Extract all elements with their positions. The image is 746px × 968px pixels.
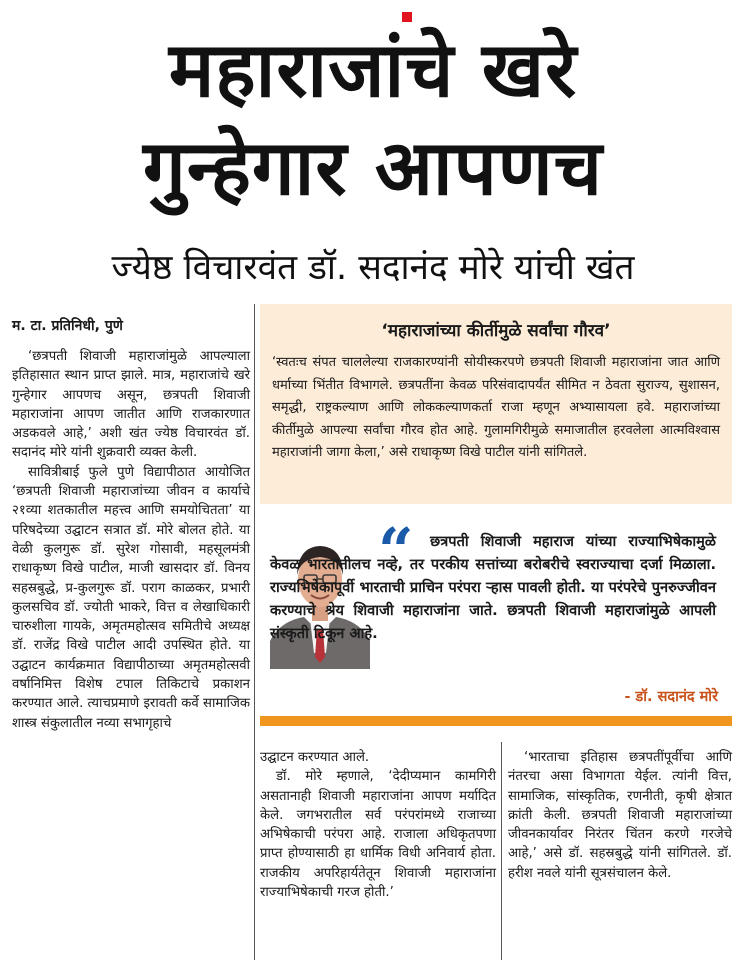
right-paragraph-1: ‘भारताचा इतिहास छत्रपतींपूर्वीचा आणि नंतरचा असा विभागता येईल. त्यांनी वित्त, सामाजिक, सांस्कृतिक, रणनीती, कृषी क्षेत्रात क्रांती केली. छत्रपती शिवाजी महाराजांच्या जीवनकार्यावर निरंतर चिंतन करणे गरजेचे आहे,’ असे डॉ. सहस्रबुद्धे यांनी सांगितले. डॉ. हरीश नवले यांनी सूत्रसंचालन केले.: [508, 750, 732, 881]
pull-quote-author: - डॉ. सदानंद मोरे: [624, 689, 718, 705]
left-paragraph-1: ‘छत्रपती शिवाजी महाराजांमुळे आपल्याला इतिहासात स्थान प्राप्त झाले. मात्र, महाराजांचे खरे गुन्हेगार आपणच असून, छत्रपती शिवाजी महाराजांना आपण जातीत आणि राजकारणात अडकवले आहे,’ अशी खंत ज्येष्ठ विचारवंत डॉ. सदानंद मोरे यांनी शुक्रवारी व्यक्त केली.: [12, 349, 250, 461]
left-column: [12, 347, 250, 733]
headline-line-2: गुन्हेगार आपणच: [143, 123, 603, 212]
pull-quote-text: छत्रपती शिवाजी महाराज यांच्या राज्याभिषेकामुळे केवळ भारतातीलच नव्हे, तर परकीय सत्तांच्या बरोबरीचे स्वराज्याचा दर्जा मिळाला. राज्यभिषेकापूर्वी भारताची प्राचिन परंपरा ऱ्हास पावली होती. या परंपरेचे पुनरुज्जीवन करण्याचे श्रेय शिवाजी महाराजांना जाते. छत्रपती शिवाजी महाराजांमुळे आपली संस्कृती टिकून आहे.: [270, 533, 716, 642]
sidebar-box-text: ‘स्वतःच संपत चाललेल्या राजकारण्यांनी सोयीस्करपणे छत्रपती शिवाजी महाराजांना जात आणि धर्माच्या भिंतीत विभागले. छत्रपतींना केवळ परिसंवादापर्यंत सीमित न ठेवता सुराज्य, सुशासन, समृद्धी, राष्ट्रकल्याण आणि लोककल्याणकर्ता राजा म्हणून अभ्यासायला हवे. महाराजांच्या कीर्तीमुळे आपल्या सर्वांचा गौरव होत आहे. गुलामगिरीमुळे समाजातील हरवलेला आत्मविश्वास महाराजांनी जागा केला,’ असे राधाकृष्ण विखे पाटील यांनी सांगितले.: [272, 355, 720, 461]
byline: म. टा. प्रतिनिधी, पुणे: [12, 318, 123, 334]
headline-line-1: महाराजांचे खरे: [168, 25, 578, 114]
column-divider-left: [254, 304, 255, 960]
middle-paragraph-2: डॉ. मोरे म्हणाले, ‘देदीप्यमान कामगिरी असतानाही शिवाजी महाराजांना आपण मर्यादित केले. जगभरातील सर्व परंपरांमध्ये राजाच्या अभिषेकाची परंपरा आहे. राजाला अधिकृतपणा प्राप्त होण्यासाठी हा धार्मिक विधी अनिवार्य होता. राजकीय अपरिहार्यतेतून शिवाजी महाराजांना राज्याभिषेकाची गरज होती.’: [260, 769, 496, 901]
quote-mark-icon: “: [378, 514, 414, 587]
right-column: [508, 748, 732, 883]
left-paragraph-2: सावित्रीबाई फुले पुणे विद्यापीठात आयोजित ‘छत्रपती शिवाजी महाराजांच्या जीवन व कार्याचे २१व्या शतकातील महत्त्व आणि समयोचितता’ या परिषदेच्या उद्घाटन सत्रात डॉ. मोरे बोलत होते. या वेळी कुलगुरू डॉ. सुरेश गोसावी, महसूलमंत्री राधाकृष्ण विखे पाटील, माजी खासदार डॉ. विनय सहस्रबुद्धे, प्र-कुलगुरू डॉ. पराग काळकर, प्रभारी कुलसचिव डॉ. ज्योती भाकरे, वित्त व लेखाधिकारी चारुशीला गायके, अमृतमहोत्सव समितीचे अध्यक्ष डॉ. राजेंद्र विखे पाटील आदी उपस्थित होते. या उद्घाटन कार्यक्रमात विद्यापीठाच्या अमृतमहोत्सवी वर्षानिमित्त विशेष टपाल तिकिटाचे प्रकाशन करण्यात आले. त्याचप्रमाणे इरावती कर्वे सामाजिक शास्त्र संकुलातील नव्या सभागृहाचे: [12, 464, 250, 731]
subheadline: ज्येष्ठ विचारवंत डॉ. सदानंद मोरे यांची खंत: [111, 248, 635, 288]
middle-paragraph-1: उद्घाटन करण्यात आले.: [260, 750, 370, 765]
sidebar-box-title: ‘महाराजांच्या कीर्तीमुळे सर्वांचा गौरव’: [381, 321, 611, 341]
column-divider-right: [501, 742, 502, 960]
pull-quote: [270, 530, 716, 645]
section-divider-bar: [260, 716, 732, 726]
middle-column: [260, 748, 496, 902]
